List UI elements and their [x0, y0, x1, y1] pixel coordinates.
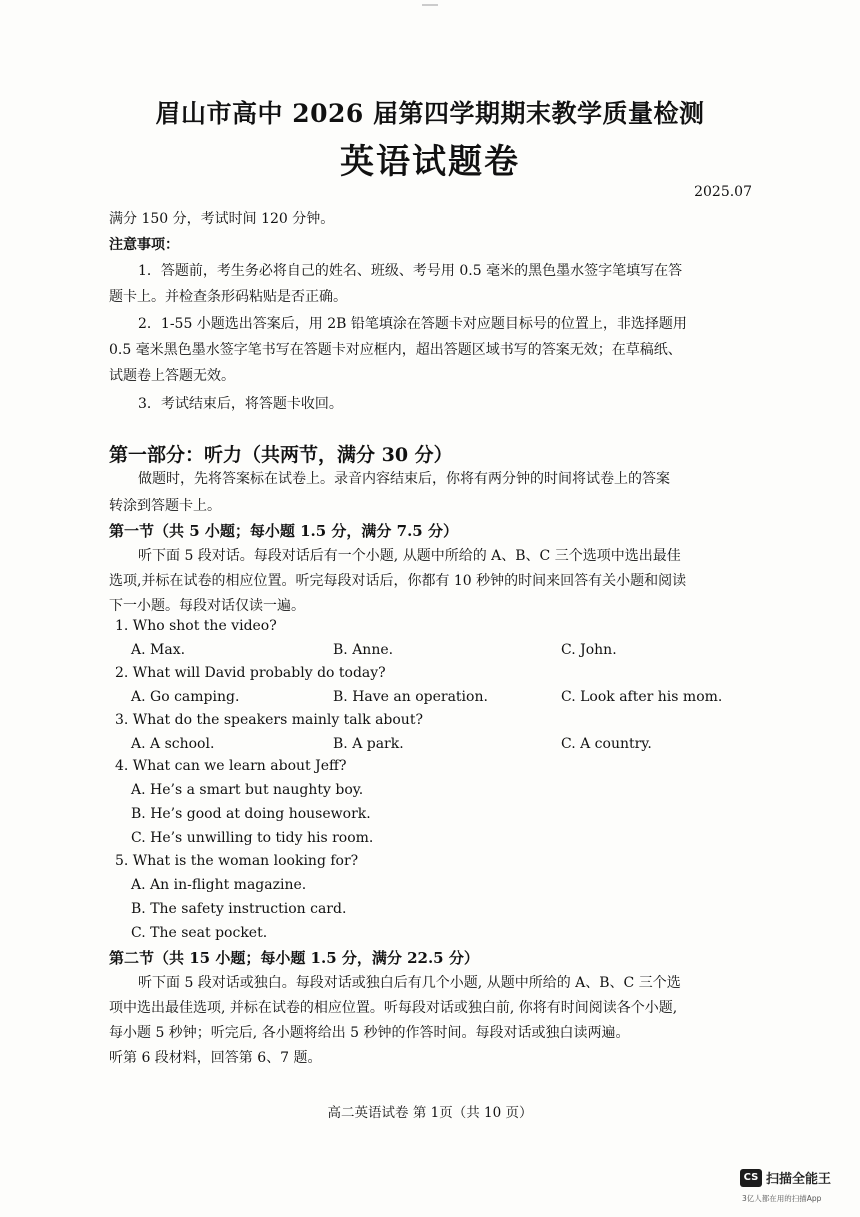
question-1-option-b: B. Anne. [333, 642, 394, 658]
section-2-heading: 第二节（共 15 小题；每小题 1.5 分，满分 22.5 分） [109, 949, 479, 967]
question-4-option-b: B. He’s good at doing housework. [131, 806, 371, 822]
question-4-option-c: C. He’s unwilling to tidy his room. [131, 830, 374, 846]
question-3-option-b: B. A park. [333, 736, 404, 752]
score-time: 满分 150 分，考试时间 120 分钟。 [109, 211, 335, 227]
question-5-option-a: A. An in-flight magazine. [131, 877, 307, 893]
question-2-option-b: B. Have an operation. [333, 689, 488, 705]
question-4: 4. What can we learn about Jeff? [115, 758, 347, 774]
section-1-desc-line-2: 选项,并标在试卷的相应位置。听完每段对话后，你都有 10 秒钟的时间来回答有关小题和阅读 [109, 573, 687, 589]
scanner-logo-icon: CS [740, 1169, 762, 1187]
exam-date: 2025.07 [694, 184, 752, 200]
notes-heading: 注意事项： [109, 237, 179, 253]
question-2: 2. What will David probably do today? [115, 665, 386, 681]
section-2-desc-line-3: 每小题 5 秒钟；听完后, 各小题将给出 5 秒钟的作答时间。每段对话或独白读两遍。 [109, 1025, 630, 1041]
note-2-line-1: 2．1-55 小题选出答案后，用 2B 铅笔填涂在答题卡对应题目标号的位置上，非选择题用 [138, 316, 687, 332]
section-2-desc-line-1: 听下面 5 段对话或独白。每段对话或独白后有几个小题, 从题中所给的 A、B、C 三个选 [138, 975, 681, 991]
note-1-line-1: 1．答题前，考生务必将自己的姓名、班级、考号用 0.5 毫米的黑色墨水签字笔填写在答 [138, 263, 683, 279]
question-2-option-c: C. Look after his mom. [561, 689, 723, 705]
exam-subtitle: 英语试题卷 [340, 142, 520, 182]
section-1-desc-line-1: 听下面 5 段对话。每段对话后有一个小题, 从题中所给的 A、B、C 三个选项中选出最佳 [138, 548, 681, 564]
note-1-line-2: 题卡上。并检查条形码粘贴是否正确。 [109, 289, 347, 305]
exam-title: 眉山市高中 2026 届第四学期期末教学质量检测 [155, 99, 705, 128]
question-4-option-a: A. He’s a smart but naughty boy. [131, 782, 364, 798]
section-1-desc-line-3: 下一小题。每段对话仅读一遍。 [109, 598, 305, 614]
scanner-tagline: 3亿人都在用的扫描App [742, 1194, 822, 1203]
part-1-heading: 第一部分：听力（共两节，满分 30 分） [109, 444, 453, 466]
scanner-brand: 扫描全能王 [766, 1172, 832, 1187]
note-2-line-3: 试题卷上答题无效。 [109, 368, 235, 384]
section-1-heading: 第一节（共 5 小题；每小题 1.5 分，满分 7.5 分） [109, 522, 458, 540]
question-3-option-a: A. A school. [131, 736, 215, 752]
part-1-desc-line-2: 转涂到答题卡上。 [109, 498, 221, 514]
note-2-line-2: 0.5 毫米黑色墨水签字笔书写在答题卡对应框内，超出答题区域书写的答案无效；在草稿纸、 [109, 342, 682, 358]
question-3-option-c: C. A country. [561, 736, 652, 752]
question-1: 1. Who shot the video? [115, 618, 277, 634]
question-5-option-c: C. The seat pocket. [131, 925, 268, 941]
question-2-option-a: A. Go camping. [131, 689, 240, 705]
question-3: 3. What do the speakers mainly talk about? [115, 712, 423, 728]
note-3: 3．考试结束后，将答题卡收回。 [138, 396, 343, 412]
part-1-desc-line-1: 做题时，先将答案标在试卷上。录音内容结束后，你将有两分钟的时间将试卷上的答案 [138, 471, 670, 487]
section-2-desc-line-2: 项中选出最佳选项, 并标在试卷的相应位置。听每段对话或独白前, 你将有时间阅读各个小题, [109, 1000, 678, 1016]
page-footer: 高二英语试卷 第 1页（共 10 页） [327, 1105, 533, 1121]
question-5-option-b: B. The safety instruction card. [131, 901, 347, 917]
section-2-instruction: 听第 6 段材料，回答第 6、7 题。 [109, 1050, 322, 1066]
question-1-option-a: A. Max. [131, 642, 186, 658]
scan-mark [422, 4, 438, 6]
question-1-option-c: C. John. [561, 642, 617, 658]
question-5: 5. What is the woman looking for? [115, 853, 359, 869]
